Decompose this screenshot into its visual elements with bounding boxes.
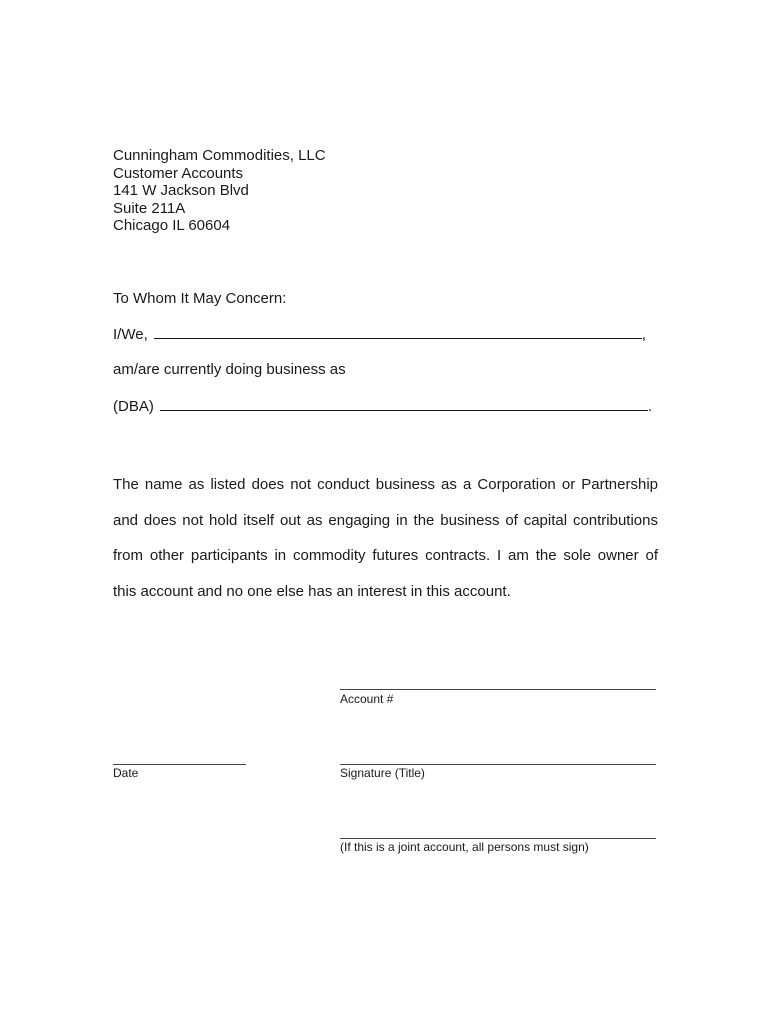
recipient-address xyxy=(113,147,326,235)
signature-blank[interactable] xyxy=(340,764,656,765)
signature-label: Signature (Title) xyxy=(340,766,425,780)
address-department: Customer Accounts xyxy=(113,164,244,182)
dba-line xyxy=(113,397,652,415)
date-label: Date xyxy=(113,766,139,780)
salutation: To Whom It May Concern: xyxy=(113,290,287,307)
account-number-label: Account # xyxy=(340,692,394,706)
body-line: this account and no one else has an interest in this account. xyxy=(113,582,511,600)
iwe-line xyxy=(113,325,646,343)
body-paragraph xyxy=(113,467,658,609)
dba-name-blank[interactable] xyxy=(160,397,648,411)
address-street: 141 W Jackson Blvd xyxy=(113,182,249,199)
address-suite: Suite 211A xyxy=(113,199,186,217)
iwe-prefix: I/We, xyxy=(113,326,148,343)
joint-signature-blank[interactable] xyxy=(340,838,656,839)
account-number-blank[interactable] xyxy=(340,689,656,690)
body-line: from other participants in commodity futures contracts. I am the sole owner of xyxy=(113,547,658,564)
joint-signature-label: (If this is a joint account, all persons must sign) xyxy=(340,840,589,854)
iwe-name-blank[interactable] xyxy=(154,325,642,339)
date-blank[interactable] xyxy=(113,764,246,765)
dba-suffix: . xyxy=(647,398,653,415)
body-line: and does not hold itself out as engaging in the business of capital contributions xyxy=(113,511,658,529)
address-company: Cunningham Commodities, LLC xyxy=(113,147,326,164)
dba-prefix: (DBA) xyxy=(113,398,154,415)
body-line: The name as listed does not conduct business as a Corporation or Partnership xyxy=(113,476,658,493)
dba-intro: am/are currently doing business as xyxy=(113,361,346,378)
address-city: Chicago IL 60604 xyxy=(113,217,231,234)
iwe-suffix: , xyxy=(641,326,646,343)
